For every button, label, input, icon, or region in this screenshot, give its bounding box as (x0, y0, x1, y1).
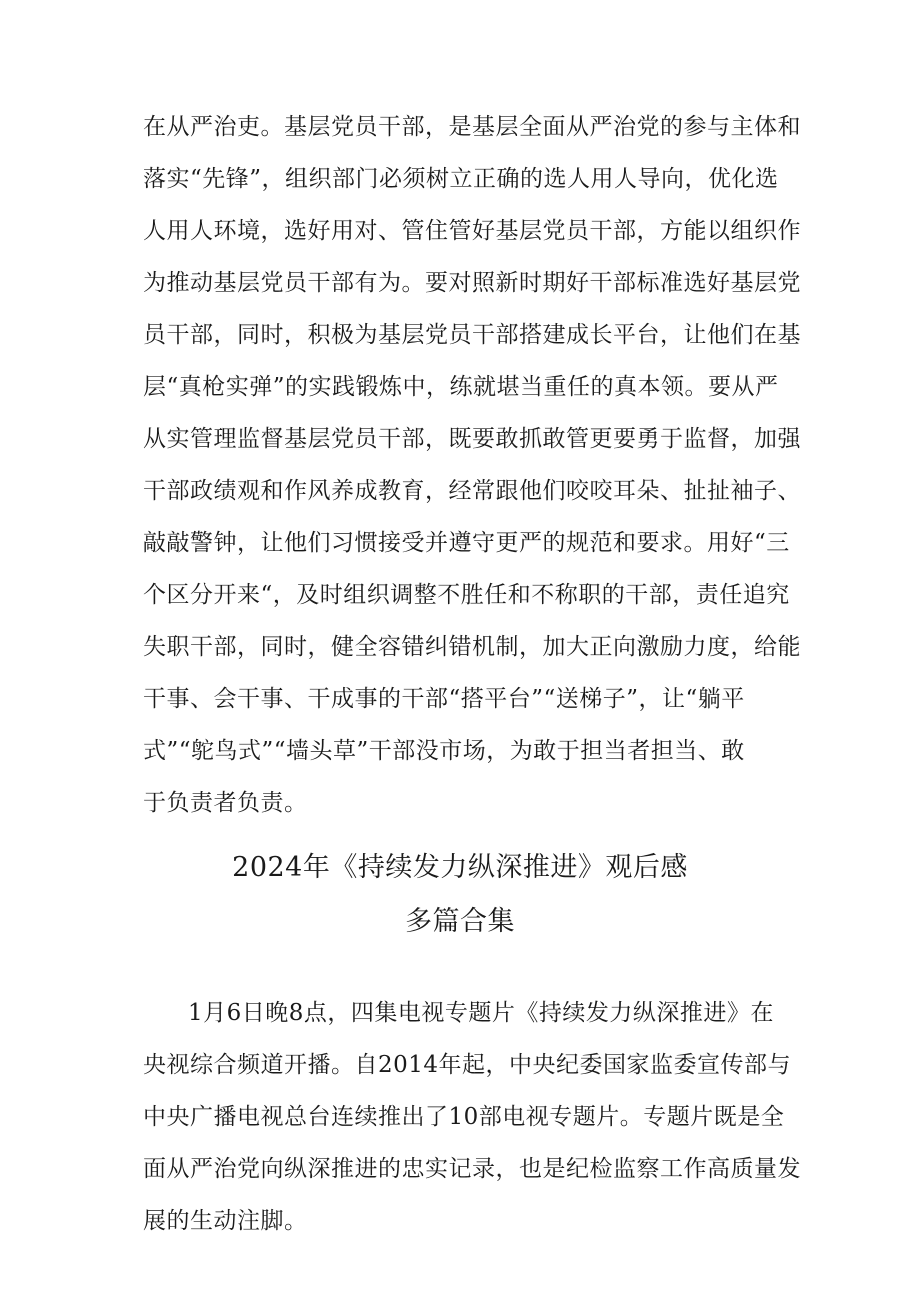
paragraph-line: 面从严治党向纵深推进的忠实记录，也是纪检监察工作高质量发 (143, 1156, 801, 1182)
paragraph-line: 1月6日晚8点，四集电视专题片《持续发力纵深推进》在 (188, 1000, 774, 1026)
paragraph-line: 展的生动注脚。 (143, 1208, 308, 1234)
paragraph-line: 干事、会干事、干成事的干部“搭平台”“送梯子”，让“躺平 (143, 686, 745, 712)
paragraph-line: 员干部，同时，积极为基层党员干部搭建成长平台，让他们在基 (143, 322, 801, 348)
paragraph-line: 式”“鸵鸟式”“墙头草”干部没市场，为敢于担当者担当、敢 (143, 738, 745, 764)
paragraph-line: 人用人环境，选好用对、管住管好基层党员干部，方能以组织作 (143, 218, 801, 244)
paragraph-line: 中央广播电视总台连续推出了10部电视专题片。专题片既是全 (143, 1104, 785, 1130)
paragraph-line: 敲敲警钟，让他们习惯接受并遵守更严的规范和要求。用好“三 (143, 530, 790, 556)
paragraph-line: 落实“先锋”，组织部门必须树立正确的选人用人导向，优化选 (143, 166, 779, 192)
paragraph-line: 央视综合频道开播。自2014年起，中央纪委国家监委宣传部与 (143, 1052, 792, 1078)
paragraph-line: 干部政绩观和作风养成教育，经常跟他们咬咬耳朵、扯扯袖子、 (143, 478, 801, 504)
paragraph-line: 在从严治吏。基层党员干部，是基层全面从严治党的参与主体和 (143, 114, 801, 140)
article-subtitle: 多篇合集 (405, 906, 515, 937)
paragraph-line: 个区分开来“，及时组织调整不胜任和不称职的干部，责任追究 (143, 582, 790, 608)
paragraph-line: 于负责者负责。 (143, 790, 308, 816)
paragraph-line: 失职干部，同时，健全容错纠错机制，加大正向激励力度，给能 (143, 634, 801, 660)
article-title: 2024年《持续发力纵深推进》观后感 (232, 852, 688, 883)
paragraph-line: 层“真枪实弹”的实践锻炼中，练就堪当重任的真本领。要从严 (143, 374, 779, 400)
paragraph-line: 为推动基层党员干部有为。要对照新时期好干部标准选好基层党 (143, 270, 801, 296)
paragraph-line: 从实管理监督基层党员干部，既要敢抓敢管更要勇于监督，加强 (143, 426, 801, 452)
